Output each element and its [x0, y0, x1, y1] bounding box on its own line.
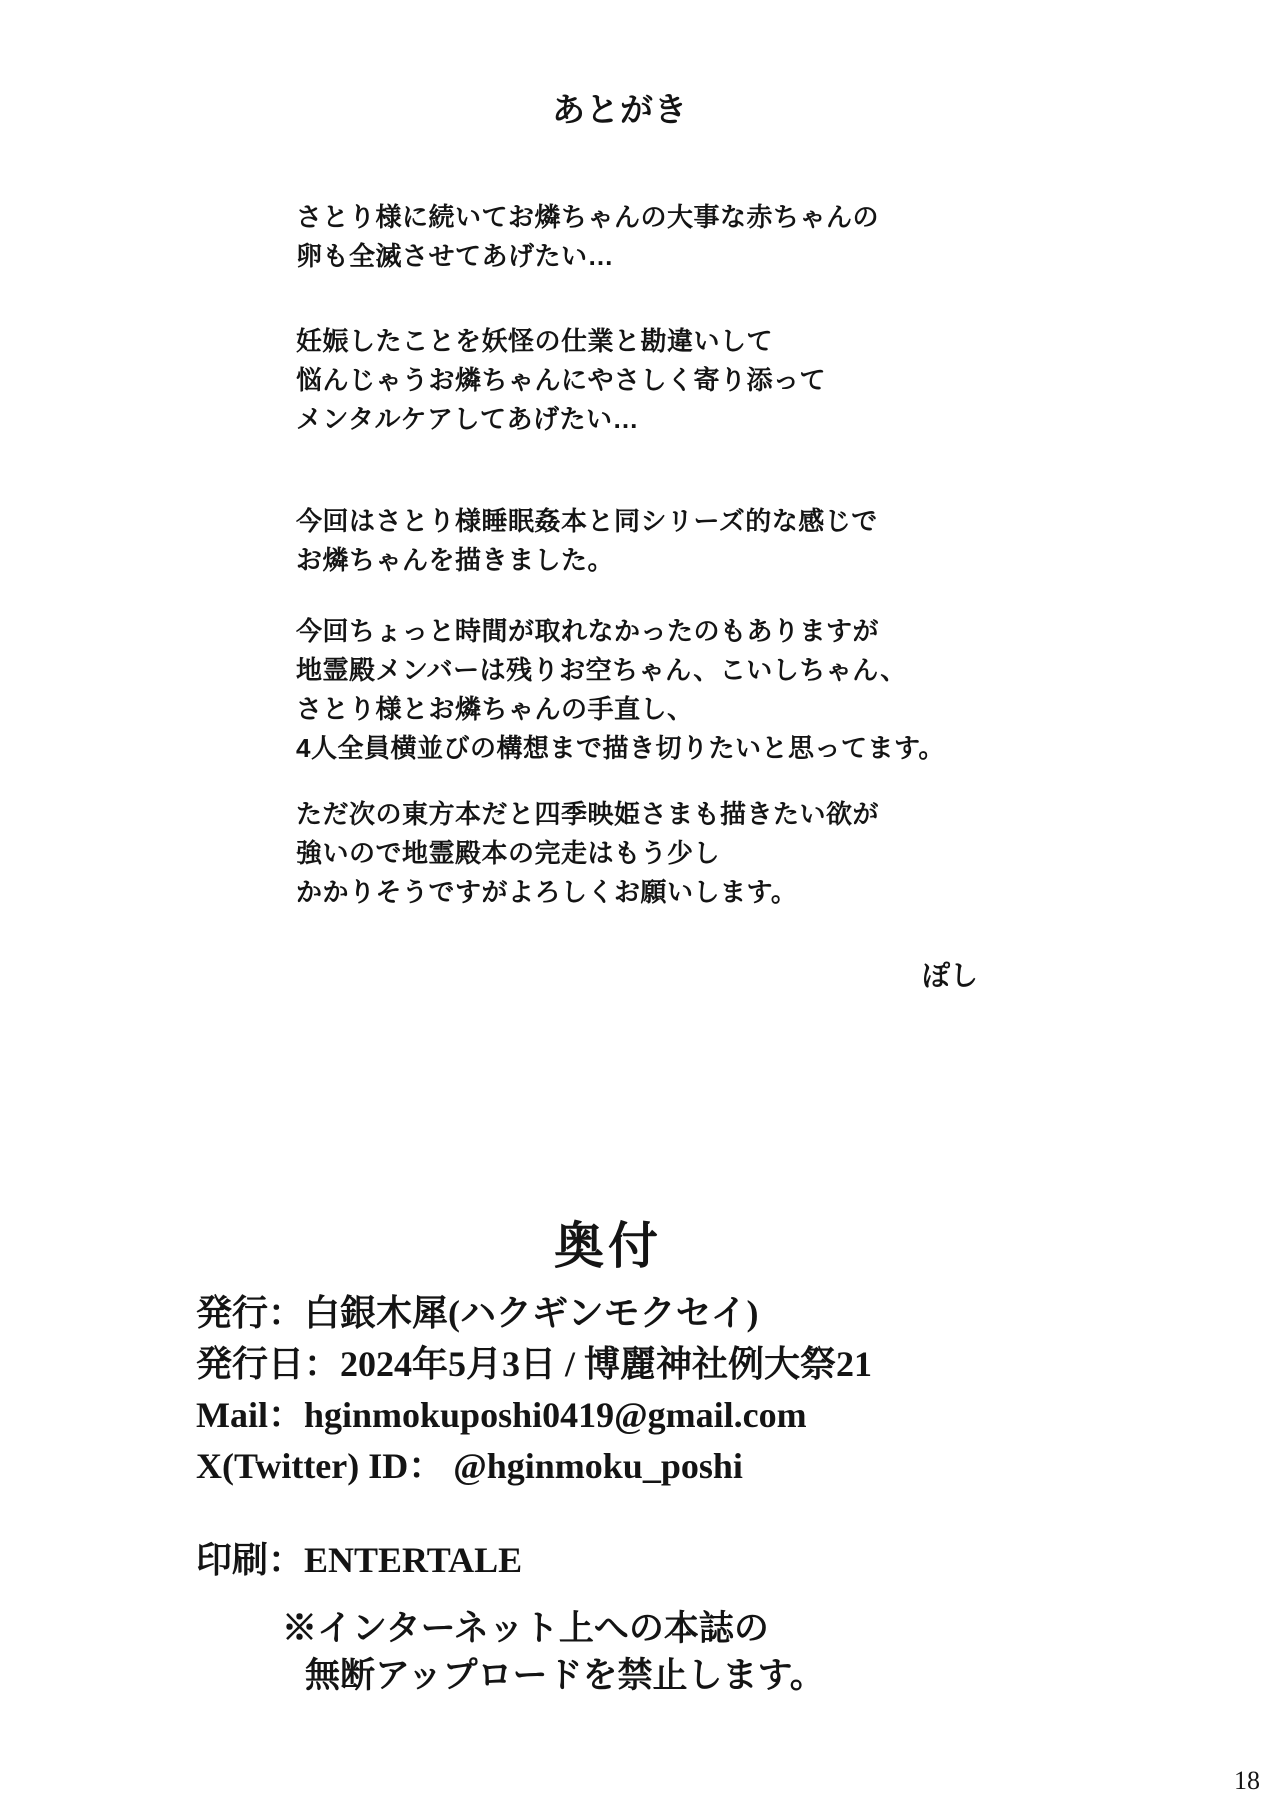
page-number: 18: [1234, 1766, 1260, 1795]
colophon-heading: 奥付: [554, 1218, 662, 1274]
upload-notice-line: ※インターネット上への本誌の: [282, 1609, 769, 1648]
afterword-paragraph: [296, 322, 1196, 439]
afterword-line: お燐ちゃんを描きました。: [296, 545, 615, 575]
afterword-paragraph: [296, 795, 1196, 912]
afterword-line: 今回ちょっと時間が取れなかったのもありますが: [296, 616, 880, 646]
colophon-publisher: 発行：白銀木犀(ハクギンモクセイ): [196, 1293, 759, 1333]
afterword-line: 悩んじゃうお燐ちゃんにやさしく寄り添って: [296, 365, 827, 395]
afterword-line: ただ次の東方本だと四季映姫さまも描きたい欲が: [296, 799, 880, 829]
colophon-info: [196, 1288, 872, 1492]
afterword-line: さとり様に続いてお燐ちゃんの大事な赤ちゃんの: [296, 202, 880, 232]
afterword-line: 今回はさとり様睡眠姦本と同シリーズ的な感じで: [296, 506, 878, 536]
afterword-paragraph: [296, 612, 1196, 768]
afterword-line: メンタルケアしてあげたい…: [296, 404, 639, 434]
afterword-line: 4人全員横並びの構想まで描き切りたいと思ってます。: [296, 733, 945, 763]
upload-notice-line: 無断アップロードを禁止します。: [305, 1656, 825, 1695]
afterword-paragraph: [296, 198, 1196, 276]
colophon-printer: 印刷：ENTERTALE: [196, 1540, 523, 1580]
colophon-mail: Mail：hginmokuposhi0419@gmail.com: [196, 1395, 807, 1435]
author-signature: ぽし: [921, 960, 978, 991]
afterword-paragraph: [296, 502, 1196, 580]
afterword-line: 強いので地霊殿本の完走はもう少し: [296, 838, 721, 868]
afterword-line: 妊娠したことを妖怪の仕業と勘違いして: [296, 326, 774, 356]
afterword-line: さとり様とお燐ちゃんの手直し、: [296, 694, 694, 724]
afterword-body: [296, 198, 1196, 912]
afterword-line: 卵も全滅させてあげたい…: [296, 241, 615, 271]
colophon-publish-date: 発行日：2024年5月3日 / 博麗神社例大祭21: [196, 1344, 873, 1384]
colophon-twitter-id: X(Twitter) ID： @hginmoku_poshi: [196, 1446, 743, 1486]
afterword-line: 地霊殿メンバーは残りお空ちゃん、こいしちゃん、: [296, 655, 907, 685]
afterword-title: あとがき: [552, 91, 688, 128]
afterword-line: かかりそうですがよろしくお願いします。: [296, 877, 798, 907]
